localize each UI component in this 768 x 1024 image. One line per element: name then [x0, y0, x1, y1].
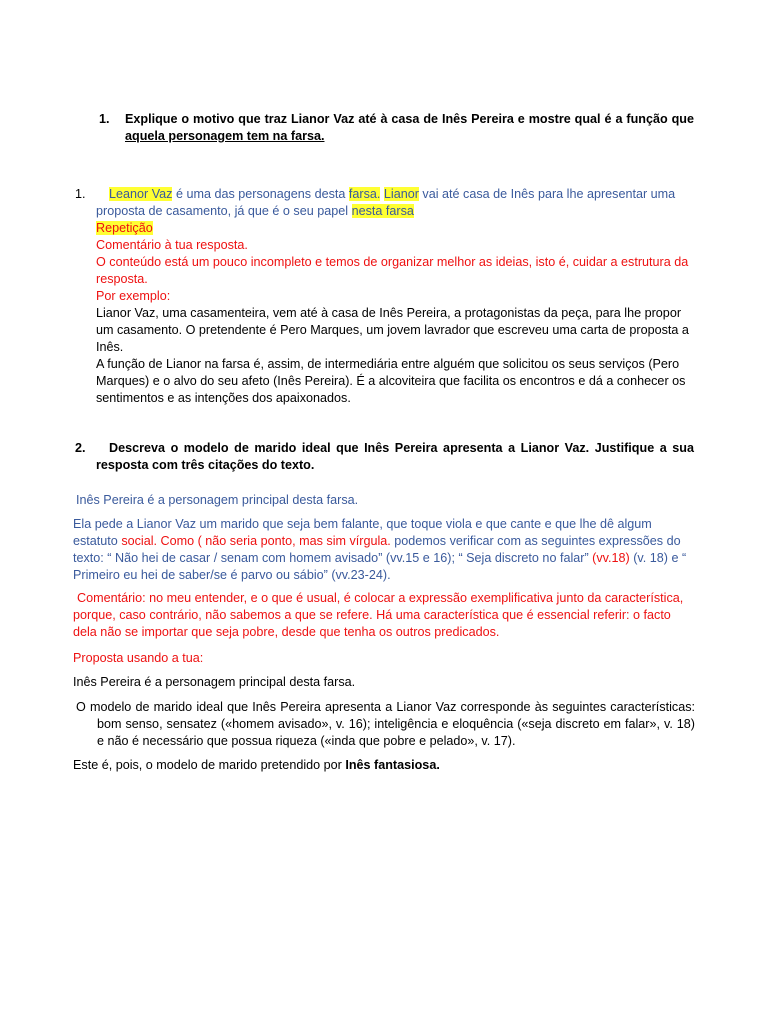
comentario-1-text: O conteúdo está um pouco incompleto e temos de organizar melhor as ideias, isto é, cuidar a estrutura da resposta. [96, 255, 689, 286]
answer-2-text-a: Ela pede a Lianor Vaz um marido que seja bem falante, que toque viola e que cante e que lhe dê algum estatuto [73, 517, 652, 548]
comentario-2: Comentário: no meu entender, e o que é usual, é colocar a expressão exemplificativa junto da característica, porque, caso contrário, não sabemos a que se refere. Há uma característica que é essencial referir: o facto dela não se importar que seja pobre, desde que tenha os outros predicados. [73, 591, 684, 639]
highlight-lianor: Lianor [383, 187, 419, 201]
question-1-text: Explique o motivo que traz Lianor Vaz até à casa de Inês Pereira e mostre qual é a função que [125, 112, 694, 126]
repeticao-note [96, 220, 696, 237]
repeticao-label: Repetição [96, 221, 153, 235]
final-sentence-bold: Inês fantasiosa. [345, 758, 440, 772]
answer-2-intro: Inês Pereira é a personagem principal desta farsa. [76, 493, 359, 507]
final-sentence-text: Este é, pois, o modelo de marido pretendido por [73, 758, 346, 772]
highlight-farsa: farsa. [348, 187, 381, 201]
answer-1-text-c: vai até casa de Inês para lhe apresentar uma proposta de casamento, já que é o seu papel [96, 187, 676, 218]
social-comment: social. Como ( não seria ponto, mas sim vírgula. [121, 534, 391, 548]
answer-2-text-c: (v. 18) e “ Primeiro eu hei de saber/se é parvo ou sábio” (vv.23-24). [73, 551, 687, 582]
exemplo-paragraph-2: A função de Lianor na farsa é, assim, de intermediária entre alguém que solicitou os seus serviços (Pero Marques) e o alvo do seu afeto (Inês Pereira). É a alcoviteira que facilita os encontros e dá a conhecer os sentimentos e as intenções dos apaixonados. [96, 357, 686, 405]
answer-1 [96, 186, 696, 407]
answer-1-text-a: é uma das personagens desta [172, 187, 349, 201]
comentario-1-title: Comentário à tua resposta. [96, 238, 248, 252]
proposta-label: Proposta usando a tua: [73, 651, 204, 665]
final-sentence [73, 757, 673, 774]
proposta-paragraph-2: O modelo de marido ideal que Inês Pereira apresenta a Lianor Vaz corresponde às seguintes características: bom senso, sensatez («homem avisado», v. 16); inteligência e eloquência («seja discreto em falar», v. 18) e não é necessário que possua riqueza («inda que pobre e pelado», v. 17). [76, 700, 695, 748]
question-1-number: 1. [99, 112, 110, 126]
vv18-mark: (vv.18) [592, 551, 630, 565]
highlight-nesta-farsa: nesta farsa [351, 204, 414, 218]
answer-2-text-b: podemos verificar com as seguintes expressões do texto: “ Não hei de casar / senam com homem avisado” (vv.15 e 16); “ Seja discreto no falar” [73, 534, 681, 565]
question-1 [99, 111, 694, 145]
answer-2-paragraph [73, 516, 695, 584]
proposta-paragraph-1: Inês Pereira é a personagem principal desta farsa. [73, 675, 356, 689]
answer-1-text [96, 186, 696, 220]
answer-1-number: 1. [75, 187, 86, 201]
exemplo-label: Por exemplo: [96, 289, 171, 303]
question-1-underlined: aquela personagem tem na farsa. [125, 129, 325, 143]
exemplo-paragraph-1: Lianor Vaz, uma casamenteira, vem até à casa de Inês Pereira, a protagonistas da peça, para lhe propor um casamento. O pretendente é Pero Marques, um jovem lavrador que escreveu uma carta de proposta a Inês. [96, 306, 689, 354]
question-2-text: Descreva o modelo de marido ideal que Inês Pereira apresenta a Lianor Vaz. Justifique a sua resposta com três citações do texto. [96, 441, 694, 472]
highlight-leanor-vaz: Leanor Vaz [109, 187, 173, 201]
question-2-number: 2. [75, 441, 86, 455]
question-2 [75, 440, 694, 474]
